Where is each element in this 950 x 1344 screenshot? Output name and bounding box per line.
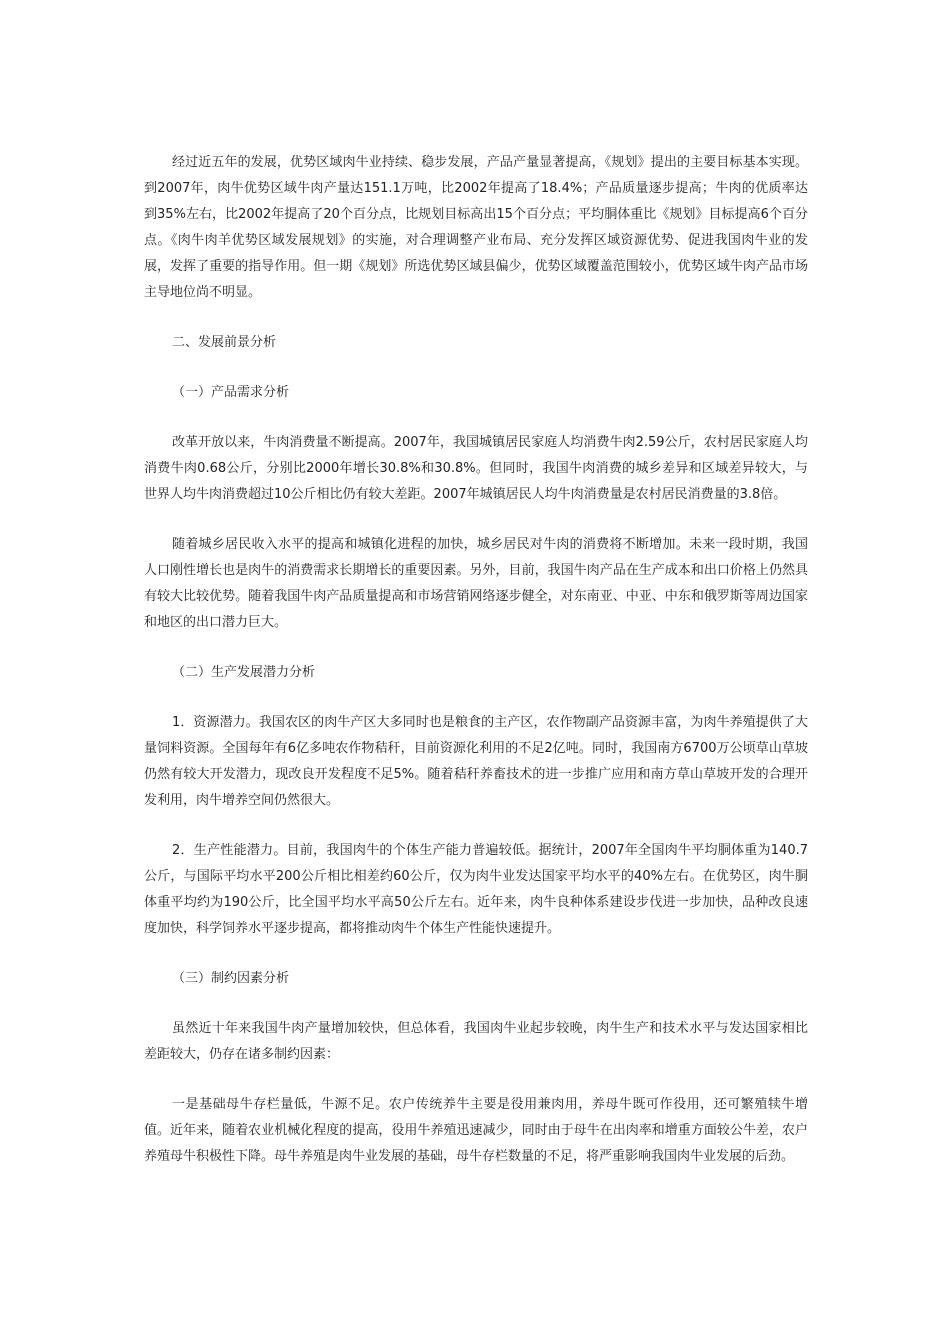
paragraph-performance-potential: 2．生产性能潜力。目前，我国肉牛的个体生产能力普遍较低。据统计，2007年全国肉牛平均胴体重为140.7公斤，与国际平均水平200公斤相比相差约60公斤，仅为肉牛业发达国家平均水平的40%左右。在优势区，肉牛胴体重平均约为190公斤，比全国平均水平高50公斤左右。近年来，肉牛良种体系建设步伐进一步加快，品种改良速度加快，科学饲养水平逐步提高，都将推动肉牛个体生产性能快速提升。 [144,843,808,936]
paragraph-demand-growth: 随着城乡居民收入水平的提高和城镇化进程的加快，城乡居民对牛肉的消费将不断增加。未来一段时期，我国人口刚性增长也是肉牛的消费需求长期增长的重要因素。另外，目前，我国牛肉产品在生产成本和出口价格上仍然具有较大比较优势。随着我国牛肉产品质量提高和市场营销网络逐步健全，对东南亚、中亚、中东和俄罗斯等周边国家和地区的出口潜力巨大。 [144,537,808,630]
paragraph-resource-potential: 1．资源潜力。我国农区的肉牛产区大多同时也是粮食的主产区，农作物副产品资源丰富，为肉牛养殖提供了大量饲料资源。全国每年有6亿多吨农作物秸秆，目前资源化利用的不足2亿吨。同时，我国南方6700万公顷草山草坡仍然有较大开发潜力，现改良开发程度不足5%。随着秸秆养畜技术的进一步推广应用和南方草山草坡开发的合理开发利用，肉牛增养空间仍然很大。 [144,715,808,808]
subsection-heading-potential: （二）生产发展潜力分析 [172,665,316,680]
subsection-heading-demand: （一）产品需求分析 [172,385,290,400]
paragraph-cow-shortage: 一是基础母牛存栏量低，牛源不足。农户传统养牛主要是役用兼肉用，养母牛既可作役用，还可繁殖犊牛增值。近年来，随着农业机械化程度的提高，役用牛养殖迅速减少，同时由于母牛在出肉率和增重方面较公牛差，农户养殖母牛积极性下降。母牛养殖是肉牛业发展的基础，母牛存栏数量的不足，将严重影响我国肉牛业发展的后劲。 [144,1097,808,1164]
section-heading-prospects: 二、发展前景分析 [172,335,277,350]
paragraph-achievements: 经过近五年的发展，优势区域肉牛业持续、稳步发展，产品产量显著提高，《规划》提出的主要目标基本实现。到2007年，肉牛优势区域牛肉产量达151.1万吨，比2002年提高了18.4%；产品质量逐步提高；牛肉的优质率达到35%左右，比2002年提高了20个百分点，比规划目标高出15个百分点；平均胴体重比《规划》目标提高6个百分点。《肉牛肉羊优势区域发展规划》的实施，对合理调整产业布局、充分发挥区域资源优势、促进我国肉牛业的发展，发挥了重要的指导作用。但一期《规划》所选优势区域县偏少，优势区域覆盖范围较小，优势区域牛肉产品市场主导地位尚不明显。 [144,155,808,300]
subsection-heading-constraints: （三）制约因素分析 [172,971,290,986]
paragraph-constraints-intro: 虽然近十年来我国牛肉产量增加较快，但总体看，我国肉牛业起步较晚，肉牛生产和技术水平与发达国家相比差距较大，仍存在诸多制约因素： [144,1021,808,1062]
document-page [144,150,808,1194]
paragraph-consumption: 改革开放以来，牛肉消费量不断提高。2007年，我国城镇居民家庭人均消费牛肉2.59公斤，农村居民家庭人均消费牛肉0.68公斤，分别比2000年增长30.8%和30.8%。但同时，我国牛肉消费的城乡差异和区域差异较大，与世界人均牛肉消费超过10公斤相比仍有较大差距。2007年城镇居民人均牛肉消费量是农村居民消费量的3.8倍。 [144,435,808,502]
